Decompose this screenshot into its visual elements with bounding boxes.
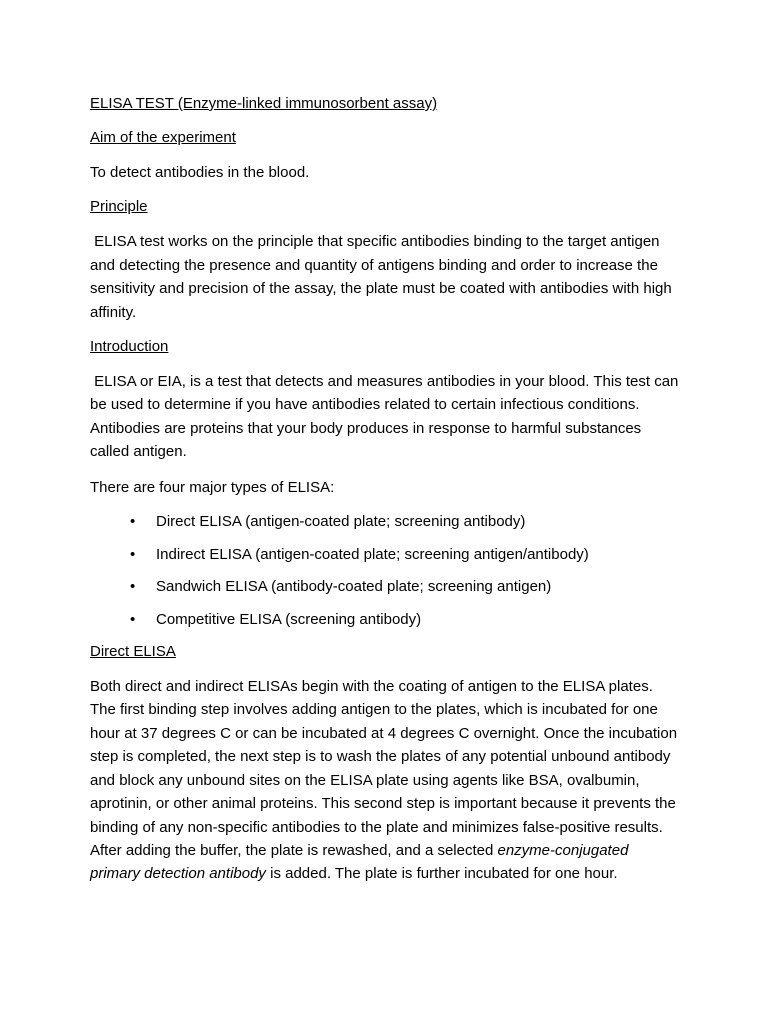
direct-elisa-text-part1: Both direct and indirect ELISAs begin with the coating of antigen to the ELISA plates. The first binding step involves adding antigen to the plates, which is incubated for one hour at 37 degrees C or can be incubated at 4 degrees C overnight. Once the incubation step is completed, the next step is to wash the plates of any potential unbound antibody and block any unbound sites on the ELISA plate using agents like BSA, ovalbumin, aprotinin, or other animal proteins. This second step is important because it prevents the binding of any non-specific antibodies to the plate and minimizes false-positive results. After adding the buffer, the plate is rewashed, and a selected bbox=[90, 678, 682, 859]
introduction-heading: Introduction bbox=[90, 338, 169, 356]
list-item bbox=[90, 544, 680, 566]
list-item bbox=[90, 609, 680, 631]
introduction-text: ELISA or EIA, is a test that detects and measures antibodies in your blood. This test can be used to determine if you have antibodies related to certain infectious conditions. Antibodies are proteins that your body produces in response to harmful substances called antigen. bbox=[90, 373, 683, 461]
elisa-types-list bbox=[90, 511, 680, 631]
bullet-icon: • bbox=[130, 545, 136, 563]
direct-elisa-text bbox=[90, 675, 680, 886]
direct-elisa-heading: Direct ELISA bbox=[90, 643, 176, 661]
list-item-text: Indirect ELISA (antigen-coated plate; screening antigen/antibody) bbox=[156, 545, 589, 563]
list-item-text: Direct ELISA (antigen-coated plate; screening antibody) bbox=[156, 513, 526, 531]
aim-text: To detect antibodies in the blood. bbox=[90, 164, 310, 181]
principle-text: ELISA test works on the principle that specific antibodies binding to the target antigen and detecting the presence and quantity of antigens binding and order to increase the sensitivity and precision of the assay, the plate must be coated with antibodies with high affinity. bbox=[90, 233, 676, 321]
bullet-icon: • bbox=[130, 513, 136, 531]
document-page bbox=[90, 93, 683, 898]
direct-elisa-text-part2: is added. The plate is further incubated for one hour. bbox=[265, 865, 618, 883]
direct-elisa-emphasis: enzyme-conjugated primary detection antibody bbox=[90, 841, 633, 883]
list-item bbox=[90, 511, 680, 533]
list-item bbox=[90, 576, 680, 598]
principle-heading: Principle bbox=[90, 198, 148, 216]
bullet-icon: • bbox=[130, 610, 136, 628]
bullet-icon: • bbox=[130, 578, 136, 596]
list-item-text: Sandwich ELISA (antibody-coated plate; screening antigen) bbox=[156, 578, 552, 596]
elisa-types-intro: There are four major types of ELISA: bbox=[90, 478, 335, 496]
document-title: ELISA TEST (Enzyme-linked immunosorbent assay) bbox=[90, 95, 438, 112]
list-item-text: Competitive ELISA (screening antibody) bbox=[156, 610, 422, 628]
aim-heading: Aim of the experiment bbox=[90, 129, 236, 146]
